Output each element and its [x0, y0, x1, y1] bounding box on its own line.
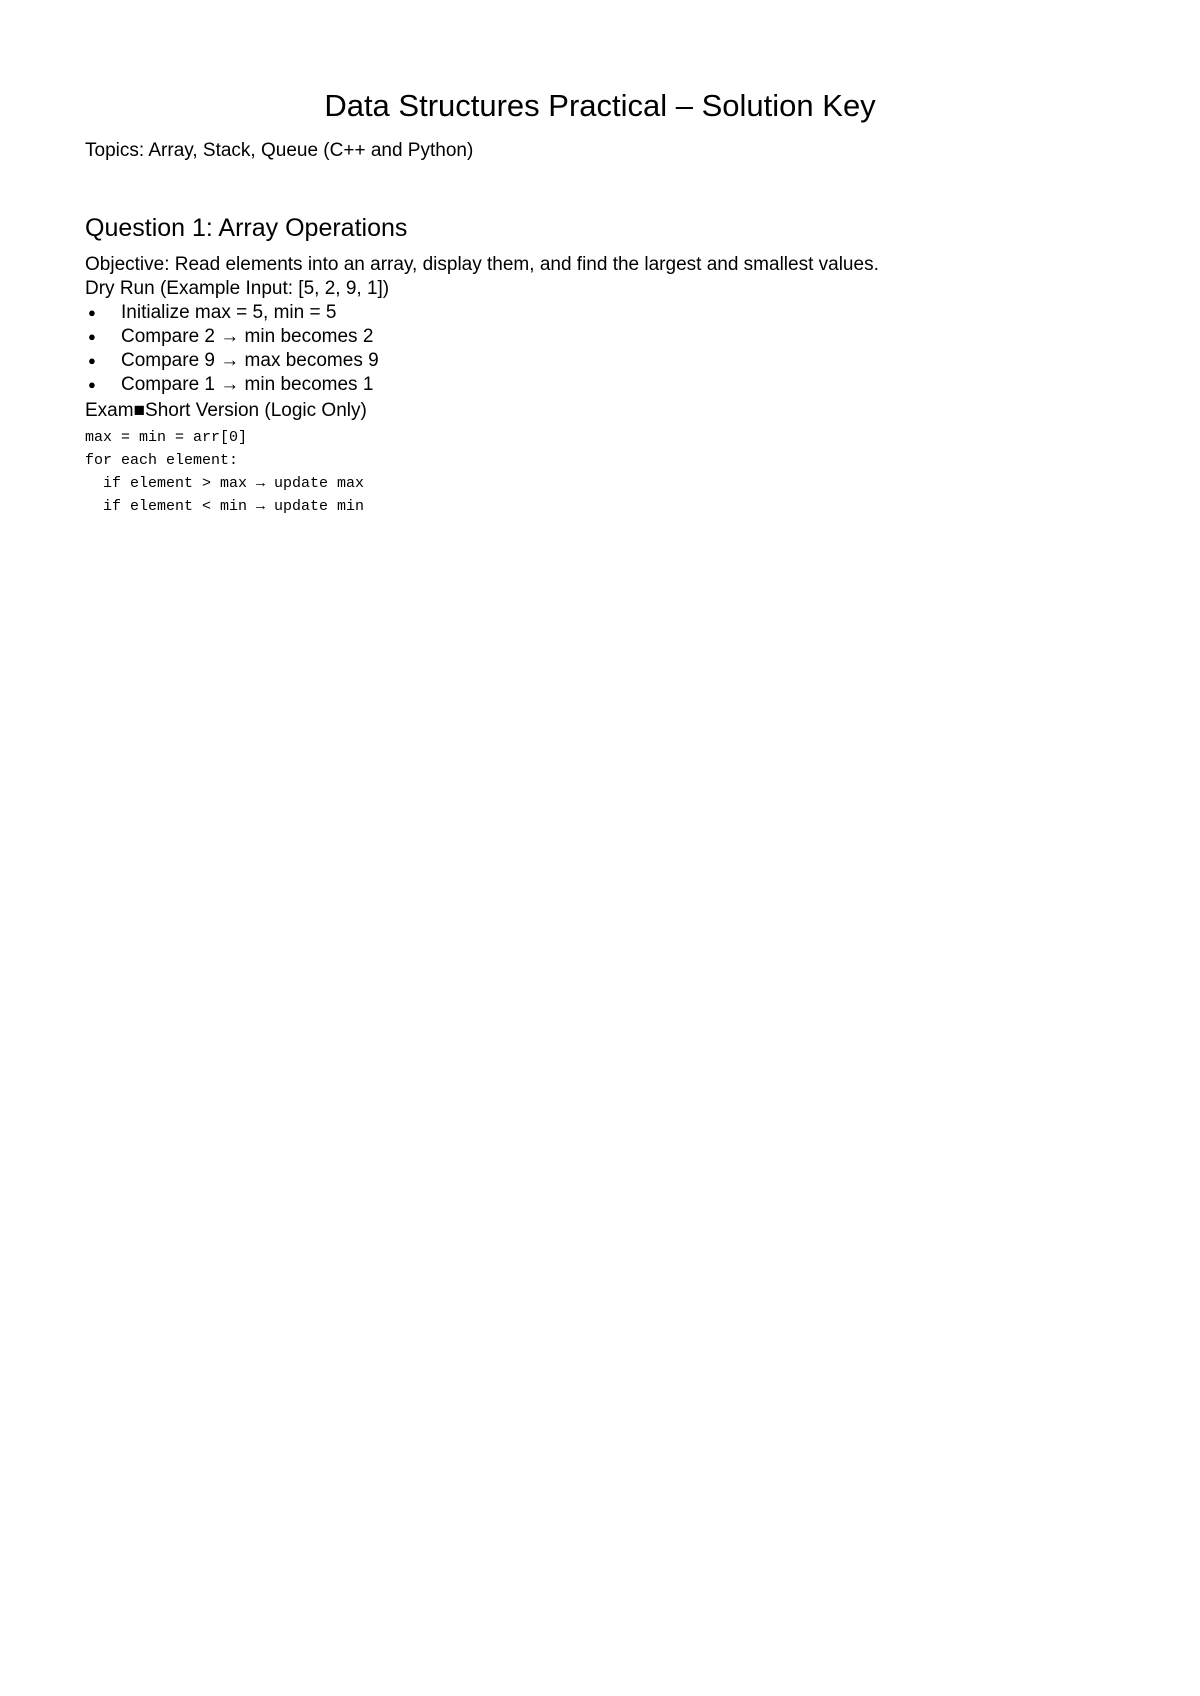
dry-run-step	[85, 301, 379, 325]
document-subtitle: Topics: Array, Stack, Queue (C++ and Python)	[85, 140, 474, 161]
bullet-icon: ●	[88, 353, 96, 368]
dry-run-label: Dry Run (Example Input: [5, 2, 9, 1])	[85, 278, 390, 299]
code-line: if element > max → update max	[85, 475, 365, 492]
dry-run-step-text: Compare 2 → min becomes 2	[121, 326, 374, 347]
dry-run-step	[85, 373, 379, 397]
code-line: if element < min → update min	[85, 498, 365, 515]
dry-run-step	[85, 349, 379, 373]
dry-run-step-text: Compare 1 → min becomes 1	[121, 374, 374, 395]
bullet-icon: ●	[88, 377, 96, 392]
short-version-label: Exam■Short Version (Logic Only)	[85, 400, 367, 421]
dry-run-steps-list	[85, 301, 379, 397]
bullet-icon: ●	[88, 329, 96, 344]
dry-run-step-text: Initialize max = 5, min = 5	[121, 302, 337, 323]
objective-text: Objective: Read elements into an array, display them, and find the largest and smallest values.	[85, 254, 879, 275]
bullet-icon: ●	[88, 305, 96, 320]
logic-code-block	[85, 426, 364, 518]
code-line: for each element:	[85, 452, 239, 469]
document-title: Data Structures Practical – Solution Key	[324, 88, 876, 123]
question-1-heading: Question 1: Array Operations	[85, 214, 408, 242]
dry-run-step	[85, 325, 379, 349]
code-line: max = min = arr[0]	[85, 429, 248, 446]
dry-run-step-text: Compare 9 → max becomes 9	[121, 350, 379, 371]
